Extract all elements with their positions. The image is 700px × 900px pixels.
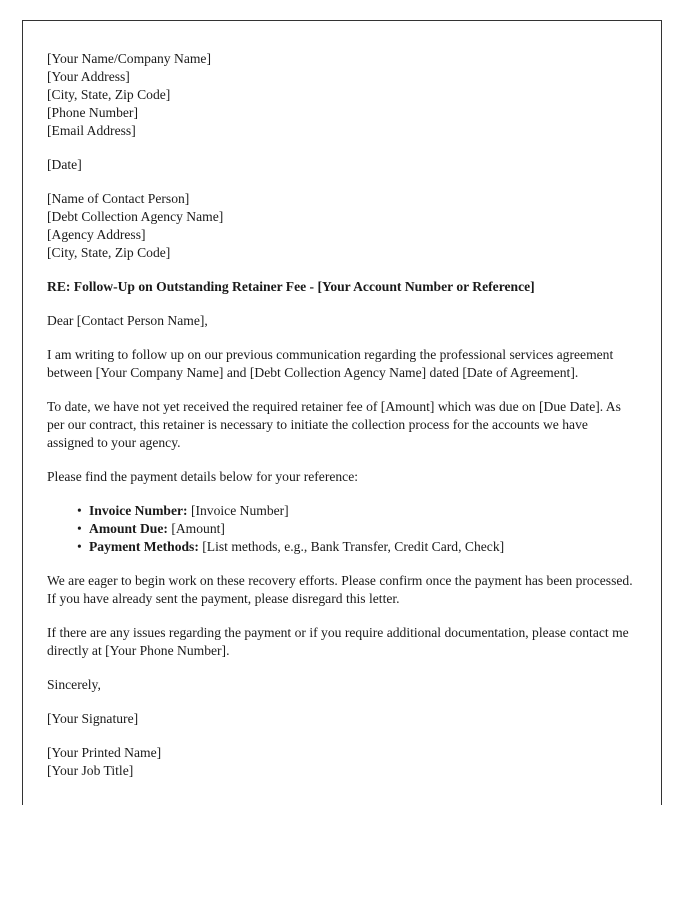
bullet-icon: • (77, 521, 82, 536)
salutation: Dear [Contact Person Name], (47, 313, 208, 328)
payment-methods-label: Payment Methods: (89, 539, 199, 554)
body-paragraph-1: I am writing to follow up on our previous communication regarding the professional services agreement between [Your Company Name] and [Debt Collection Agency Name] dated [Date of Agreement]. (47, 347, 614, 380)
body-paragraph-5: If there are any issues regarding the payment or if you require additional documentation, please contact me directly at [Your Phone Number]. (47, 625, 629, 658)
payment-details-list (47, 502, 635, 556)
list-item (47, 502, 635, 520)
sender-line-phone: [Phone Number] (47, 105, 138, 120)
date-line: [Date] (47, 157, 82, 172)
recipient-line-address: [Agency Address] (47, 227, 146, 242)
sender-line-address: [Your Address] (47, 69, 130, 84)
payment-methods-value: [List methods, e.g., Bank Transfer, Credit Card, Check] (202, 539, 505, 554)
sender-line-name: [Your Name/Company Name] (47, 51, 211, 66)
recipient-line-agency: [Debt Collection Agency Name] (47, 209, 224, 224)
signature-placeholder: [Your Signature] (47, 711, 139, 726)
invoice-number-value: [Invoice Number] (190, 503, 289, 518)
signer-identity-block (47, 744, 635, 780)
amount-due-label: Amount Due: (89, 521, 168, 536)
subject-line: RE: Follow-Up on Outstanding Retainer Fee - [Your Account Number or Reference] (47, 279, 535, 294)
invoice-number-label: Invoice Number: (89, 503, 188, 518)
closing-salutation: Sincerely, (47, 677, 101, 692)
bullet-icon: • (77, 503, 82, 518)
recipient-line-contact: [Name of Contact Person] (47, 191, 190, 206)
body-paragraph-2: To date, we have not yet received the required retainer fee of [Amount] which was due on [Due Date]. As per our contract, this retainer is necessary to initiate the collection process for the accounts we have assigned to your agency. (47, 399, 621, 450)
body-paragraph-4: We are eager to begin work on these recovery efforts. Please confirm once the payment has been processed. If you have already sent the payment, please disregard this letter. (47, 573, 633, 606)
letter-body (47, 50, 635, 780)
recipient-address-block (47, 190, 635, 262)
amount-due-value: [Amount] (171, 521, 225, 536)
sender-line-email: [Email Address] (47, 123, 136, 138)
printed-name: [Your Printed Name] (47, 745, 162, 760)
sender-address-block (47, 50, 635, 140)
list-item (47, 538, 635, 556)
date-block (47, 156, 635, 174)
sender-line-city-state-zip: [City, State, Zip Code] (47, 87, 171, 102)
body-paragraph-3: Please find the payment details below for your reference: (47, 469, 359, 484)
recipient-line-city-state-zip: [City, State, Zip Code] (47, 245, 171, 260)
list-item (47, 520, 635, 538)
bullet-icon: • (77, 539, 82, 554)
job-title: [Your Job Title] (47, 763, 134, 778)
document-page (22, 20, 662, 805)
